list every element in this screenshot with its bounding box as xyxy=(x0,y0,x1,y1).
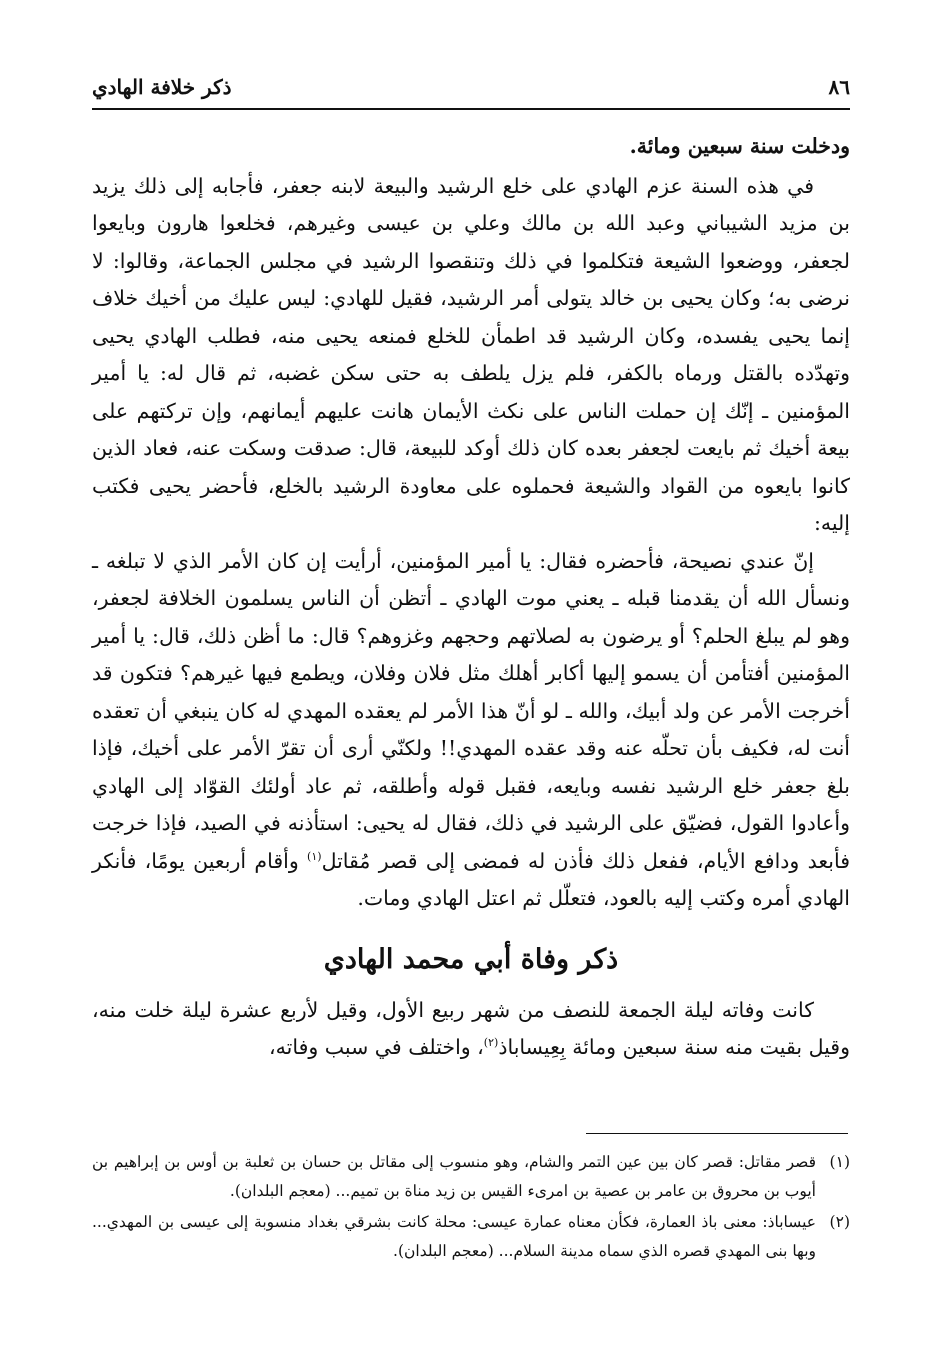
section-title: ذكر وفاة أبي محمد الهادي xyxy=(323,943,619,975)
page-number: ٨٦ xyxy=(828,75,850,99)
header-rule xyxy=(92,108,850,110)
paragraph-1: في هذه السنة عزم الهادي على خلع الرشيد والبيعة لابنه جعفر، فأجابه إلى ذلك يزيد بن مزيد الشيباني وعبد الله بن مالك وعلي بن عيسى وغيرهم، فخلعوا هارون وبايعوا لجعفر، ووضعوا الشيعة فتكلموا في ذلك وتنقصوا الرشيد في مجلس الجماعة، وقالوا: لا نرضى به؛ وكان يحيى بن خالد يتولى أمر الرشيد، فقيل للهادي: ليس عليك من أخيك خلاف إنما يحيى يفسده، وكان الرشيد قد اطمأن للخلع فمنعه يحيى منه، فطلب الهادي يحيى وتهدّده بالقتل ورماه بالكفر، فلم يزل يلطف به حتى سكن غضبه، ثم قال له: يا أمير المؤمنين ـ إنّك إن حملت الناس على نكث الأيمان هانت عليهم أيمانهم، وإن تركتهم على بيعة أخيك ثم بايعت لجعفر بعده كان ذلك أوكد للبيعة، قال: صدقت وسكت عنه، فعاد الذين كانوا بايعوه من القواد والشيعة فحملوه على معاودة الرشيد بالخلع، فأحضر يحيى فكتب إليه: xyxy=(92,173,850,535)
paragraph-2 xyxy=(92,543,850,918)
footnote-item xyxy=(92,1208,850,1266)
year-heading: ودخلت سنة سبعين ومائة. xyxy=(629,134,850,158)
paragraph-3-text-b: ، واختلف في سبب وفاته، xyxy=(269,1035,484,1059)
footnote-marker-2: (٢) xyxy=(483,1036,499,1050)
running-title: ذكر خلافة الهادي xyxy=(92,75,232,99)
paragraph-2-text-a: إنّ عندي نصيحة، فأحضره فقال: يا أمير المؤمنين، أرأيت إن كان الأمر الذي لا تبلغه ـ ونسأل الله أن يقدمنا قبله ـ يعني موت الهادي ـ أتظن أن الناس يسلمون الخلافة لجعفر، وهو لم يبلغ الحلم؟ أو يرضون به لصلاتهم وحجهم وغزوهم؟ قال: ما أظن ذلك، قال: يا أمير المؤمنين أفتأمن أن يسمو إليها أكابر أهلك مثل فلان وفلان، ويطمع فيها غيرهم؟ فتكون قد أخرجت الأمر عن ولد أبيك، والله ـ لو أنّ هذا الأمر لم يعقده المهدي له كان ينبغي أن تعقده أنت له، فكيف بأن تحلّه عنه وقد عقده المهدي!! ولكنّي أرى أن تقرّ الأمر على أخيك، فإذا بلغ جعفر خلع الرشيد نفسه وبايعه، فقبل قوله وأطلقه، ثم عاد أولئك القوّاد إلى الهادي وأعادوا القول، فضيّق على الرشيد في ذلك، فقال له يحيى: استأذنه في الصيد، فإذا خرجت فأبعد ودافع الأيام، ففعل ذلك فأذن له فمضى إلى قصر مُقاتل xyxy=(92,548,851,873)
footnote-marker-1: (١) xyxy=(307,849,322,863)
running-head xyxy=(92,70,850,104)
footnote-number: (٢) xyxy=(829,1213,850,1231)
footnote-rule xyxy=(586,1133,848,1134)
paragraph-3 xyxy=(92,992,850,1067)
footnote-item xyxy=(92,1148,850,1206)
paragraph-3-text-a: كانت وفاته ليلة الجمعة للنصف من شهر ربيع الأول، وقيل لأربع عشرة ليلة خلت منه، وقيل بقيت منه سنة سبعين ومائة بِعِيساباذ xyxy=(92,997,850,1059)
footnote-text: قصر مقاتل: قصر كان بين عين التمر والشام، وهو منسوب إلى مقاتل بن حسان بن ثعلبة بن أوس بن إبراهيم بن أيوب بن محروق بن عامر بن عصية بن امرىء القيس بن زيد مناة بن تميم... (معجم البلدان). xyxy=(92,1153,816,1200)
footnote-number: (١) xyxy=(829,1153,850,1171)
footnote-text: عيساباذ: معنى باذ العمارة، فكأن معناه عمارة عيسى: محلة كانت بشرقي بغداد منسوبة إلى عيسى بن المهدي... وبها بنى المهدي قصره الذي سماه مدينة السلام... (معجم البلدان). xyxy=(92,1213,816,1260)
main-text xyxy=(92,128,850,1067)
footnotes xyxy=(92,1148,850,1268)
paragraph-2-text-b: وأقام أربعين يومًا، فأنكر الهادي أمره وكتب إليه بالعود، فتعلّل ثم اعتل الهادي ومات. xyxy=(92,848,850,910)
